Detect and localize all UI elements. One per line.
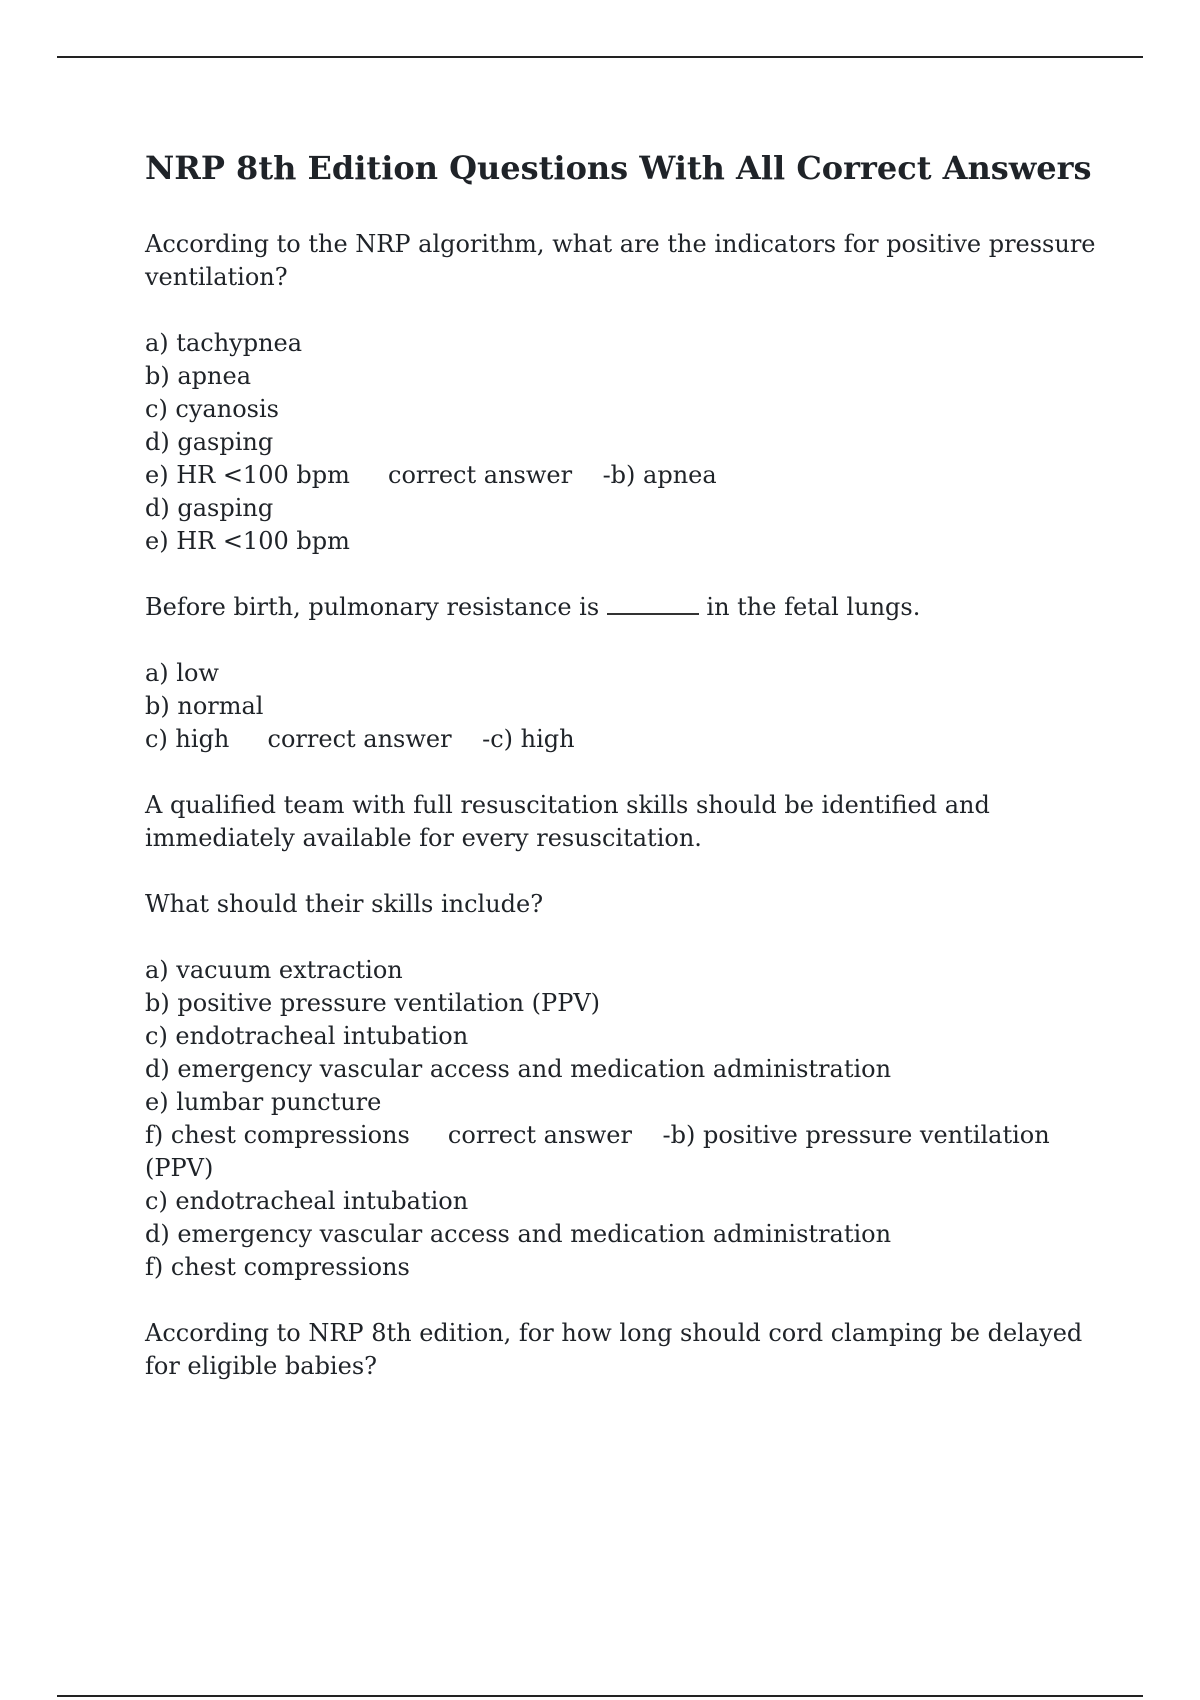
question-1-prompt-line-1: According to the NRP algorithm, what are the indicators for positive pressure [145, 230, 1096, 258]
question-2 [145, 591, 1100, 756]
question-2-option-c-with-answer: c) high correct answer -c) high [145, 725, 575, 753]
question-3-answer-f: f) chest compressions [145, 1253, 410, 1281]
question-3-answer-continued: (PPV) [145, 1154, 214, 1182]
question-4-prompt-line-1: According to NRP 8th edition, for how long should cord clamping be delayed [145, 1319, 1083, 1347]
question-4 [145, 1317, 1100, 1383]
question-3-answer-c: c) endotracheal intubation [145, 1187, 469, 1215]
question-1-prompt-line-2: ventilation? [145, 263, 288, 291]
question-1-answer-e: e) HR <100 bpm [145, 527, 350, 555]
question-3-option-a: a) vacuum extraction [145, 956, 403, 984]
question-3-option-e: e) lumbar puncture [145, 1088, 382, 1116]
question-2-prompt-after: in the fetal lungs. [698, 593, 921, 621]
question-3-option-b: b) positive pressure ventilation (PPV) [145, 989, 601, 1017]
question-3-answer-d: d) emergency vascular access and medication administration [145, 1220, 892, 1248]
question-1 [145, 228, 1100, 558]
question-3-intro-line-1: A qualified team with full resuscitation skills should be identified and [145, 791, 990, 819]
question-1-option-a: a) tachypnea [145, 329, 303, 357]
question-1-option-c: c) cyanosis [145, 395, 279, 423]
question-1-option-d: d) gasping [145, 428, 274, 456]
question-2-prompt [145, 591, 1100, 624]
top-rule [57, 56, 1143, 58]
question-3-option-c: c) endotracheal intubation [145, 1022, 469, 1050]
question-3 [145, 789, 1100, 1284]
question-2-prompt-before: Before birth, pulmonary resistance is [145, 593, 607, 621]
question-3-option-d: d) emergency vascular access and medication administration [145, 1055, 892, 1083]
question-2-option-b: b) normal [145, 692, 264, 720]
question-2-blank [607, 591, 699, 615]
document-title: NRP 8th Edition Questions With All Correct Answers [145, 149, 1092, 187]
question-3-option-f-with-answer: f) chest compressions correct answer -b) positive pressure ventilation [145, 1121, 1050, 1149]
question-1-answer-d: d) gasping [145, 494, 274, 522]
question-4-prompt-line-2: for eligible babies? [145, 1352, 377, 1380]
document-page [145, 142, 1100, 1383]
bottom-rule [57, 1695, 1143, 1697]
question-3-prompt: What should their skills include? [145, 890, 544, 918]
question-1-option-e-with-answer: e) HR <100 bpm correct answer -b) apnea [145, 461, 717, 489]
question-1-option-b: b) apnea [145, 362, 251, 390]
question-3-intro-line-2: immediately available for every resuscitation. [145, 824, 702, 852]
question-2-option-a: a) low [145, 659, 219, 687]
